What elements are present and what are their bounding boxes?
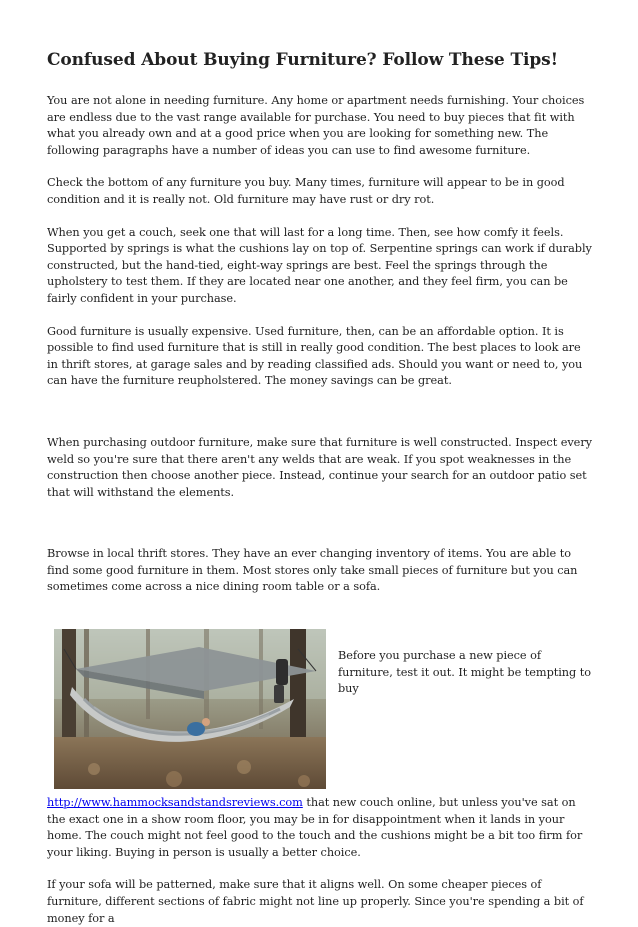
page-title: Confused About Buying Furniture? Follow These Tips! — [47, 50, 558, 70]
spacer — [47, 406, 592, 435]
paragraph-thrift: Browse in local thrift stores. They have an ever changing inventory of items. You are able to find some good furniture in them. Most stores only take small pieces of furniture but you can sometimes come across a nice dining room table or a sofa. — [47, 547, 578, 594]
paragraph-patterned-sofa: If your sofa will be patterned, make sure that it aligns well. On some cheaper pieces of furniture, different sections of fabric might not line up properly. Since you're spending a bit of money for a — [47, 878, 584, 925]
paragraph-used-furniture: Good furniture is usually expensive. Used furniture, then, can be an affordable option. It is possible to find used furniture that is still in really good condition. The best places to look are in thrift stores, at garage sales and by reading classified ads. Should you want or need to, you can have the furniture reupholstered. The money savings can be great. — [47, 324, 583, 388]
paragraph-intro: You are not alone in needing furniture. Any home or apartment needs furnishing. Your choices are endless due to the vast range available for purchase. You need to buy pieces that fit with what you already own and at a good price when you are looking for something new. The following paragraphs have a number of ideas you can use to find awesome furniture. — [47, 94, 585, 157]
figure-text-after-link: that new couch online, but unless you've sat on the exact one in a show room floor, you may be in for disappointment when it lands in your home. The couch might not feel good to the touch and the cushions might be a bit too firm for your liking. Buying in person is usually a better choice. — [47, 796, 583, 859]
figure-section — [47, 629, 592, 861]
reviews-link[interactable]: http://www.hammocksandstandsreviews.com — [47, 796, 303, 810]
spacer — [47, 517, 592, 546]
hammock-image — [54, 629, 326, 789]
paragraph-check-bottom: Check the bottom of any furniture you buy. Many times, furniture will appear to be in good condition and it is really not. Old furniture may have rust or dry rot. — [47, 176, 565, 206]
hammock-photo — [54, 629, 326, 789]
paragraph-outdoor: When purchasing outdoor furniture, make sure that furniture is well constructed. Inspect every weld so you're sure that there aren't any welds that are weak. If you spot weaknesses in the construction then choose another piece. Instead, continue your search for an outdoor patio set that will withstand the elements. — [47, 435, 593, 499]
paragraph-couch: When you get a couch, seek one that will last for a long time. Then, see how comfy it feels. Supported by springs is what the cushions lay on top of. Serpentine springs can work if durably constructed, but the hand-tied, eight-way springs are best. Feel the springs through the upholstery to test them. If they are located near one another, and they feel firm, you can be fairly confident in your purchase. — [47, 225, 592, 305]
figure-text-before-link: Before you purchase a new piece of furniture, test it out. It might be tempting to buy — [338, 649, 591, 696]
